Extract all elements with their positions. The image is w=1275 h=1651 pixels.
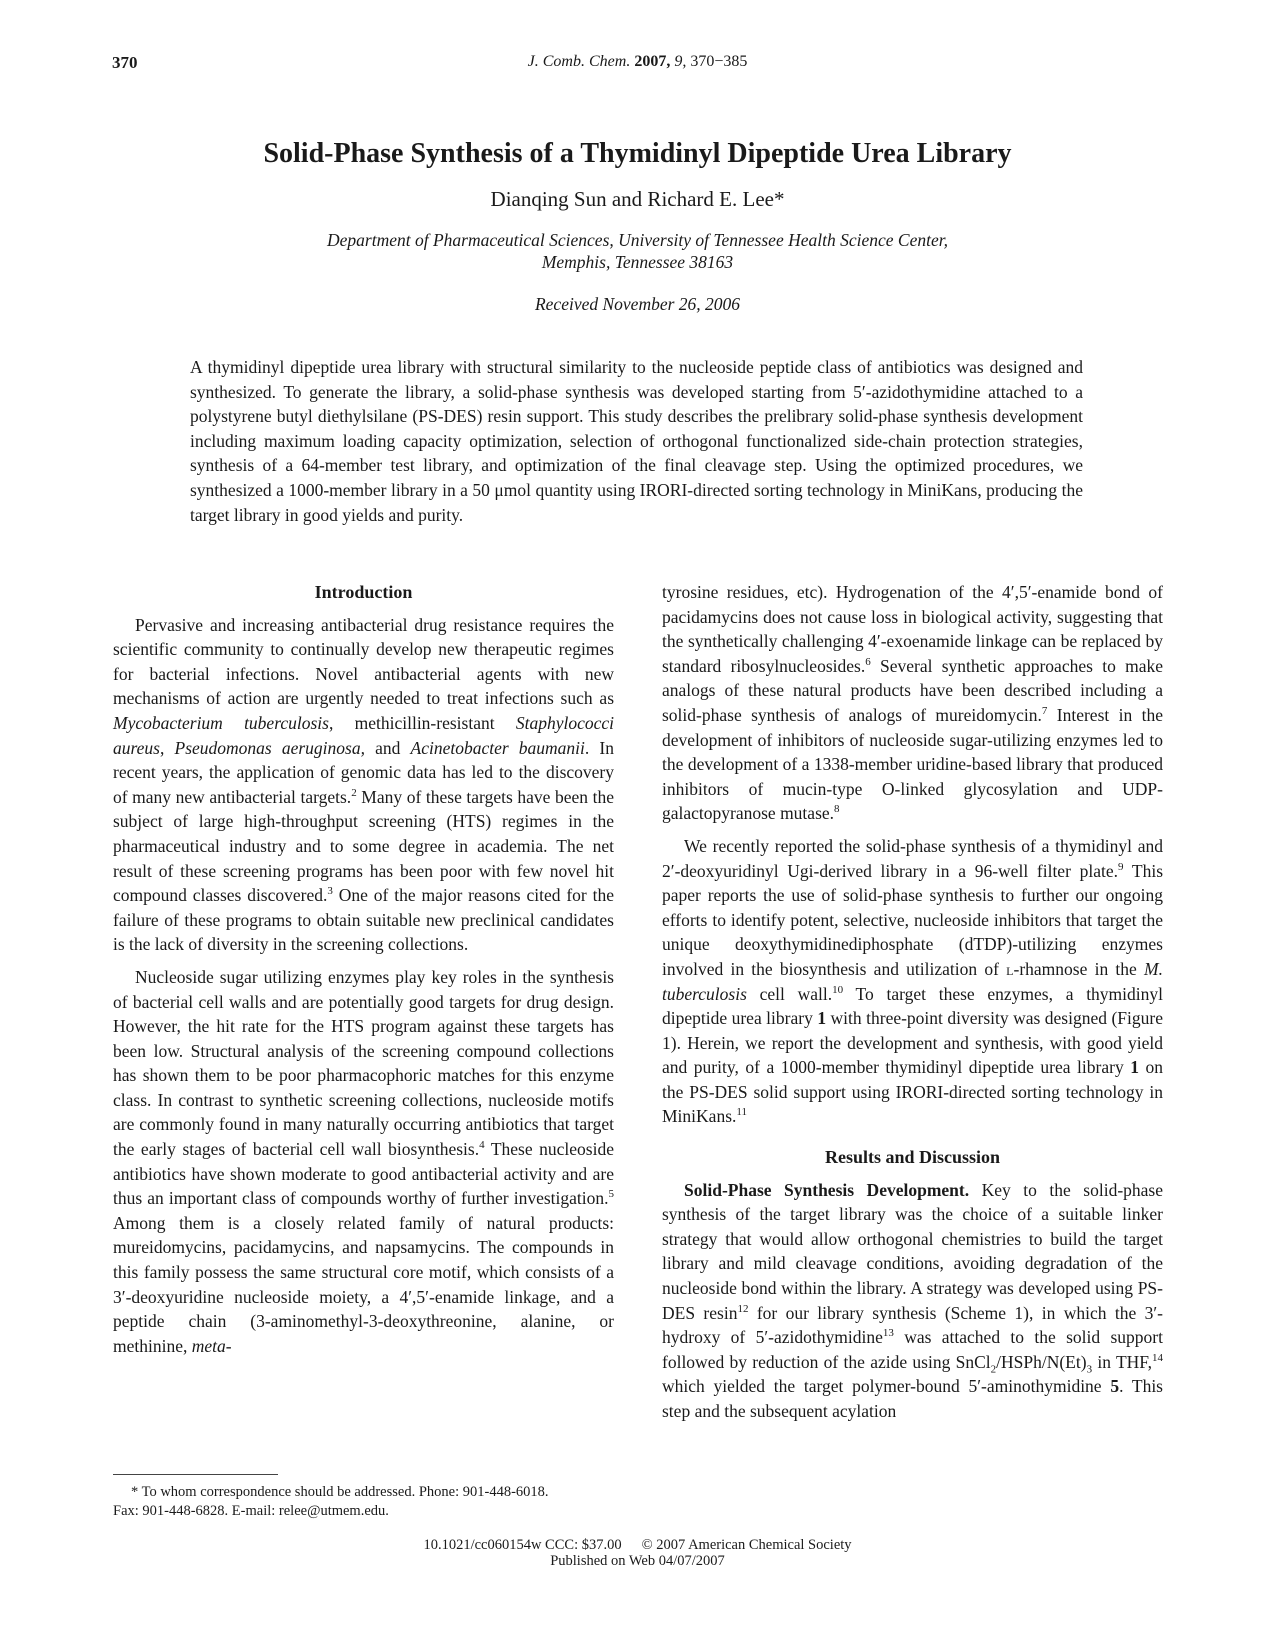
paragraph <box>662 1178 1163 1424</box>
text: cell wall. <box>746 983 833 1004</box>
doi: 10.1021/cc060154w CCC: $37.00 <box>423 1537 622 1553</box>
footer-line-1 <box>0 1537 1275 1553</box>
paragraph <box>113 613 614 957</box>
footnote-rule <box>113 1474 278 1475</box>
text: To target these enzymes, a thymidinyl dipeptide urea library <box>662 983 1164 1029</box>
text: /HSPh/N(Et) <box>996 1351 1087 1372</box>
compound-number: 1 <box>817 1008 827 1029</box>
journal-volume: 9, <box>674 53 687 70</box>
text: for our library synthesis (Scheme 1), in which the 3′-hydroxy of 5′-azidothymidine <box>662 1302 1163 1348</box>
text: Key to the solid-phase synthesis of the target library was the choice of a suitable linker strategy that would allow orthogonal chemistries to build the target library and mild cleavage conditions, avoiding degradation of the nucleoside bond within the library. A strategy was developed using PS-DES resin <box>662 1179 1163 1323</box>
species-name: M. tuberculosis <box>662 958 1163 1004</box>
running-header <box>0 53 1275 71</box>
subscript: 2 <box>990 1363 997 1376</box>
small-caps-text: l <box>1006 958 1014 979</box>
reference-mark: 5 <box>608 1188 614 1201</box>
reference-mark: 13 <box>882 1327 894 1340</box>
compound-number: 5 <box>1110 1376 1120 1397</box>
text: One of the major reasons cited for the failure of these programs to obtain suitable new preclinical candidates is the lack of diversity in the screening collections. <box>113 885 614 955</box>
text: Several synthetic approaches to make analogs of these natural products have been described including a solid-phase synthesis of analogs of mureidomycin. <box>662 655 1163 725</box>
reference-mark: 10 <box>832 983 844 996</box>
text: was attached to the solid support followed by reduction of the azide using SnCl <box>662 1327 1163 1372</box>
footnote-line-2: Fax: 901-448-6828. E-mail: relee@utmem.edu. <box>113 1503 389 1519</box>
page-footer <box>0 1537 1275 1569</box>
section-heading-results: Results and Discussion <box>824 1147 1001 1168</box>
reference-mark: 2 <box>351 786 357 799</box>
text: in THF, <box>1092 1351 1152 1372</box>
text: on the PS-DES solid support using IRORI-directed sorting technology in MiniKans. <box>662 1057 1163 1127</box>
reference-mark: 8 <box>834 803 840 816</box>
paragraph <box>662 580 1163 826</box>
section-heading-introduction: Introduction <box>314 582 413 602</box>
italic-term: meta <box>191 1335 226 1356</box>
copyright: © 2007 American Chemical Society <box>641 1537 852 1553</box>
text: which yielded the target polymer-bound 5′-aminothymidine <box>662 1376 1111 1397</box>
left-column <box>113 580 614 1358</box>
text: and <box>364 737 411 758</box>
text: Interest in the development of inhibitors of nucleoside sugar-utilizing enzymes led to the development of a 1338-member uridine-based library that produced inhibitors of mucin-type O-linked glycosylation and UDP-galactopyranose mutase. <box>662 704 1164 824</box>
affiliation <box>0 229 1275 273</box>
article-title: Solid-Phase Synthesis of a Thymidinyl Dipeptide Urea Library <box>263 138 1012 169</box>
authors: Dianqing Sun and Richard E. Lee* <box>490 187 785 211</box>
species-name: Mycobacterium tuberculosis <box>113 712 329 733</box>
journal-pages: 370−385 <box>690 53 748 70</box>
reference-mark: 11 <box>736 1106 747 1119</box>
received-date: Received November 26, 2006 <box>534 294 741 314</box>
reference-mark: 12 <box>737 1302 749 1315</box>
text: These nucleoside antibiotics have shown moderate to good antibacterial activity and are thus an important class of compounds worthy of further investigation. <box>113 1139 614 1209</box>
species-name: Pseudomonas aeruginosa, <box>174 737 365 758</box>
text: , <box>160 737 175 758</box>
journal-year: 2007, <box>634 53 671 70</box>
text: Many of these targets have been the subject of large high-throughput screening (HTS) regimes in the pharmaceutical industry and to some degree in academia. The net result of these screening programs has been poor with few novel hit compound classes discovered. <box>113 786 614 906</box>
affiliation-line-1: Department of Pharmaceutical Sciences, University of Tennessee Health Science Center, <box>327 230 948 250</box>
paragraph <box>662 834 1163 1129</box>
text: Nucleoside sugar utilizing enzymes play key roles in the synthesis of bacterial cell walls and are potentially good targets for drug design. However, the hit rate for the HTS program against these targets has been low. Structural analysis of the screening compound collections has shown them to be poor pharmacophoric matches for this enzyme class. In contrast to synthetic screening collections, nucleoside motifs are commonly found in many naturally occurring antibiotics that target the early stages of bacterial cell wall biosynthesis. <box>113 966 614 1160</box>
text: This paper reports the use of solid-phase synthesis to further our ongoing efforts to identify potent, selective, nucleoside inhibitors that target the unique deoxythymidinediphosphate (dTDP)-utilizing enzymes involved in the biosynthesis and utilization of <box>662 860 1164 979</box>
subscript: 3 <box>1086 1363 1093 1376</box>
text: -rhamnose in the <box>1013 958 1145 979</box>
footnote-line-1: * To whom correspondence should be addressed. Phone: 901-448-6018. <box>131 1484 549 1500</box>
text: tyrosine residues, etc). Hydrogenation of the 4′,5′-enamide bond of pacidamycins does not cause loss in biological activity, suggesting that the synthetically challenging 4′-exoenamide linkage can be replaced by standard ribosylnucleosides. <box>662 582 1163 676</box>
text: . This step and the subsequent acylation <box>662 1376 1163 1421</box>
species-name: Staphylococci aureus <box>113 712 614 758</box>
text: , methicillin-resistant <box>328 712 516 733</box>
text: We recently reported the solid-phase synthesis of a thymidinyl and 2′-deoxyuridinyl Ugi-derived library in a 96-well filter plate. <box>662 835 1163 881</box>
abstract: A thymidinyl dipeptide urea library with structural similarity to the nucleoside peptide class of antibiotics was designed and synthesized. To generate the library, a solid-phase synthesis was developed starting from 5′-azidothymidine attached to a polystyrene butyl diethylsilane (PS-DES) resin support. This study describes the prelibrary solid-phase synthesis development including maximum loading capacity optimization, selection of orthogonal functionalized side-chain protection strategies, synthesis of a 64-member test library, and optimization of the final cleavage step. Using the optimized procedures, we synthesized a 1000-member library in a 50 μmol quantity using IRORI-directed sorting technology in MiniKans, producing the target library in good yields and purity. <box>190 357 1083 525</box>
right-column <box>662 580 1163 1424</box>
species-name: Acinetobacter baumanii <box>410 737 585 758</box>
text: - <box>225 1335 232 1356</box>
reference-mark: 6 <box>865 655 871 668</box>
reference-mark: 7 <box>1041 705 1048 718</box>
journal-name: J. Comb. Chem. <box>527 53 631 70</box>
run-in-heading: Solid-Phase Synthesis Development. <box>684 1179 970 1200</box>
reference-mark: 3 <box>327 885 333 898</box>
paragraph <box>113 965 614 1359</box>
reference-mark: 14 <box>1152 1351 1163 1364</box>
published-date: Published on Web 04/07/2007 <box>550 1553 725 1569</box>
reference-mark: 4 <box>479 1139 485 1152</box>
compound-number: 1 <box>1130 1057 1139 1078</box>
reference-mark: 9 <box>1118 860 1124 873</box>
page-number: 370 <box>112 53 138 72</box>
text: Pervasive and increasing antibacterial drug resistance requires the scientific community to continually develop new therapeutic regimes for bacterial infections. Novel antibacterial agents with new mechanisms of action are urgently needed to treat infections such as <box>113 614 614 709</box>
text: Among them is a closely related family of natural products: mureidomycins, pacidamycins, and napsamycins. The compounds in this family possess the same structural core motif, which consists of a 3′-deoxyuridine nucleoside moiety, a 4′,5′-enamide linkage, and a peptide chain (3-aminomethyl-3-deoxythreonine, alanine, or methinine, <box>113 1212 614 1356</box>
affiliation-line-2: Memphis, Tennessee 38163 <box>541 252 734 272</box>
text: with three-point diversity was designed (Figure 1). Herein, we report the development and synthesis, with good yield and purity, of a 1000-member thymidinyl dipeptide urea library <box>662 1008 1163 1078</box>
text: . In recent years, the application of genomic data has led to the discovery of many new antibacterial targets. <box>113 737 615 807</box>
correspondence-footnote <box>113 1483 614 1521</box>
